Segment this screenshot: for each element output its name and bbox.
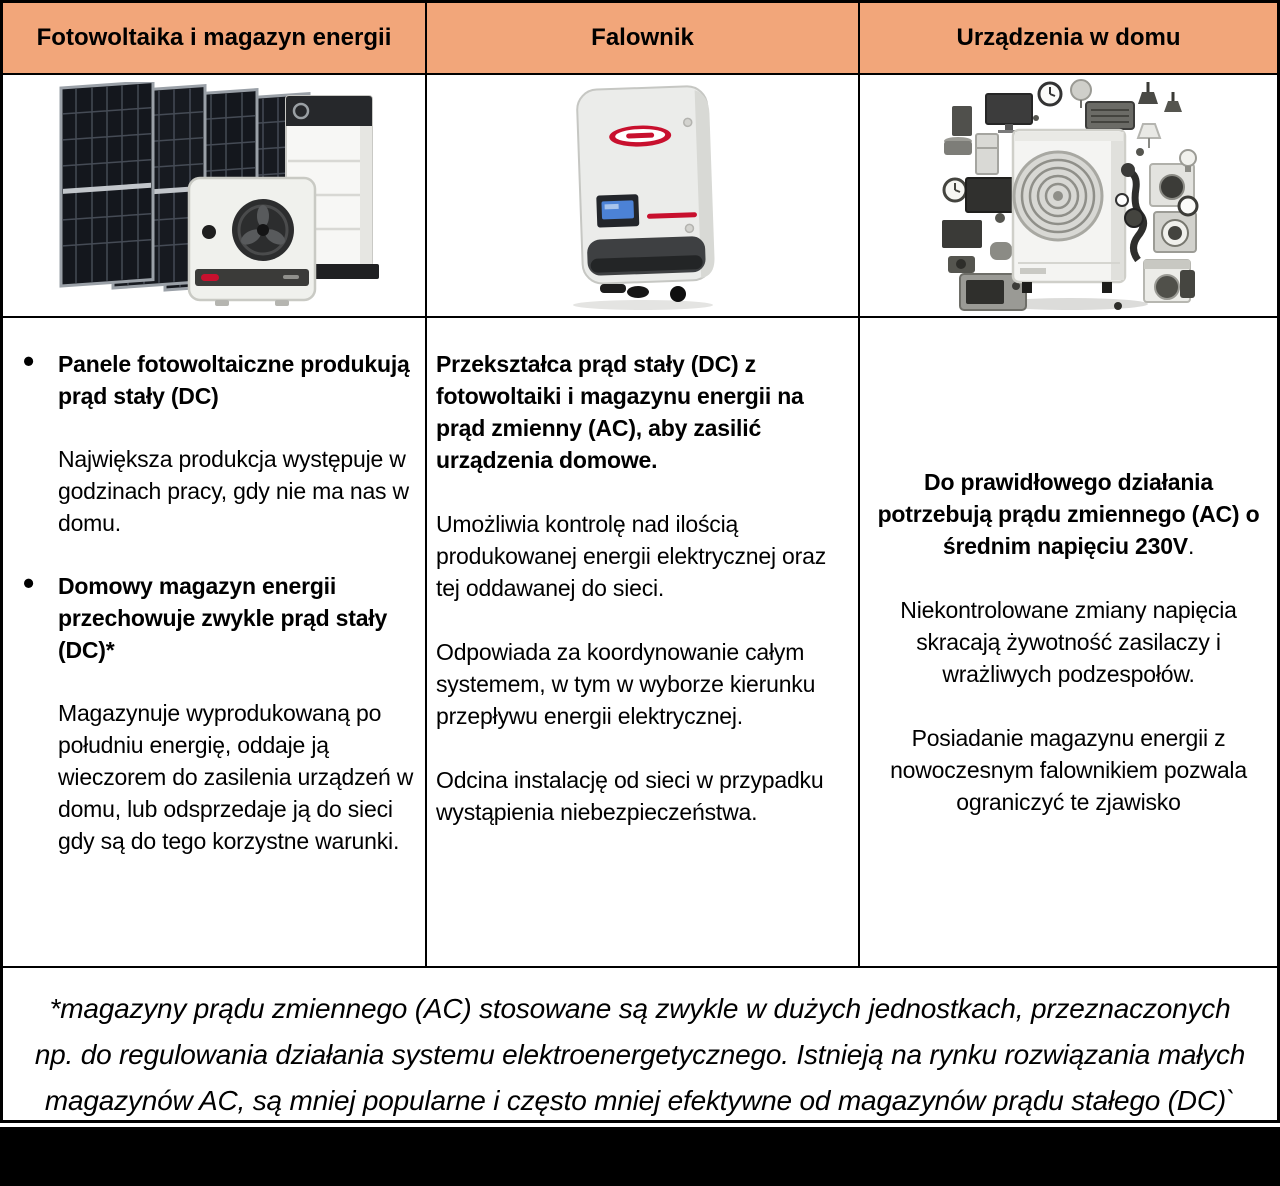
image-cell-inverter [427, 75, 860, 318]
watch-icon [1179, 197, 1197, 215]
phone-icon [1180, 270, 1195, 298]
header-cell-devices [860, 3, 1277, 75]
dryer-icon [1154, 212, 1196, 252]
table-lamp-icon [1138, 124, 1160, 148]
pv-bullet-2: • Domowy magazyn energii przechowuje zwykle prąd stały (DC)* [19, 570, 419, 666]
tablet-icon [952, 106, 972, 136]
pv-paragraph-1: Największa produkcja występuje w godzinach pracy, gdy nie ma nas w domu. [58, 446, 409, 536]
home-appliances-collage-image [938, 78, 1200, 314]
table-image-row [3, 75, 1277, 318]
inverter-bottom-band-icon [586, 235, 705, 275]
image-cell-devices [860, 75, 1277, 318]
inverter-paragraph-4: Odcina instalację od sieci w przypadku wystąpienia niebezpieczeństwa. [436, 767, 824, 825]
devices-paragraph-1-period: . [1187, 533, 1195, 559]
inverter-body-icon [576, 85, 715, 283]
header-cell-pv [3, 3, 427, 75]
alarm-clock-icon [1039, 83, 1061, 105]
decor-dot [1033, 115, 1039, 121]
wall-clock-icon [944, 179, 966, 201]
bottom-black-bar [0, 1127, 1280, 1186]
inverter-paragraph-3: Odpowiada za koordynowanie całym systemem, w tym w wyborze kierunku przepływu energii elektrycznej. [436, 639, 816, 729]
table-text-row [3, 318, 1277, 968]
inverter-paragraph-1: Przekształca prąd stały (DC) z fotowoltaiki i magazynu energii na prąd zmienny (AC), aby zasilić urządzenia domowe. [436, 351, 804, 473]
devices-paragraph-1 [870, 466, 1267, 562]
footnote: *magazyny prądu zmiennego (AC) stosowane są zwykle w dużych jednostkach, przeznaczonych np. do regulowania działania systemu elektroenergetycznego. Istnieją na rynku rozwiązania małych magazynów AC, są mniej popularne i często mniej efektywne od magazynów prądu stałego (DC)` [34, 993, 1246, 1116]
header-label-devices: Urządzenia w domu [956, 24, 1181, 51]
shadow [573, 300, 713, 310]
small-tv-icon [942, 220, 982, 248]
solar-panels-battery-storage-image [49, 82, 379, 310]
table-header-row [3, 3, 1277, 75]
fridge-icon [976, 134, 998, 174]
tv-icon [966, 178, 1018, 212]
pv-paragraph-2: Magazynuje wyprodukowaną po południu energię, oddaje ją wieczorem do zasilenia urządzeń w domu, lub odsprzedaje ją do sieci gdy są do tego korzystne warunki. [58, 700, 414, 854]
pendant-lamp-icon [1164, 92, 1182, 112]
decor-dot [995, 213, 1005, 223]
header-label-inverter: Falownik [591, 24, 694, 51]
devices-paragraph-3: Posiadanie magazynu energii z nowoczesnym falownikiem pozwala ograniczyć te zjawisko [890, 725, 1247, 815]
text-cell-pv [3, 318, 427, 968]
image-cell-pv [3, 75, 427, 318]
inverter-paragraph-2: Umożliwia kontrolę nad ilością produkowanej energii elektrycznej oraz tej oddawanej do sieci. [436, 511, 827, 601]
devices-paragraph-1-bold: Do prawidłowego działania potrzebują prądu zmiennego (AC) o średnim napięciu 230V [877, 469, 1260, 559]
inverter-display-icon [596, 194, 639, 227]
monitor-icon [986, 94, 1032, 133]
pv-bullet-1: • Panele fotowoltaiczne produkują prąd stały (DC) [19, 348, 419, 412]
decor-dot [1136, 148, 1144, 156]
inverter-foot [627, 286, 649, 298]
hybrid-inverter-icon [189, 178, 315, 306]
camera-icon [948, 256, 975, 273]
inverter-foot [600, 284, 626, 293]
heat-pump-icon [1013, 130, 1144, 293]
devices-paragraph-2: Niekontrolowane zmiany napięcia skracają żywotność zasilaczy i wrażliwych podzespołów. [900, 597, 1237, 687]
text-cell-devices [860, 318, 1277, 968]
ac-unit-icon [1086, 102, 1134, 129]
header-cell-inverter [427, 3, 860, 75]
cooking-pot-icon [944, 137, 972, 155]
pendant-lamp-icon [1138, 82, 1158, 104]
cable-gland-icon [670, 286, 686, 302]
text-cell-inverter [427, 318, 860, 968]
fronius-inverter-image [538, 78, 748, 314]
header-label-pv: Fotowoltaika i magazyn energii [36, 24, 392, 51]
decor-dot [1114, 302, 1122, 310]
